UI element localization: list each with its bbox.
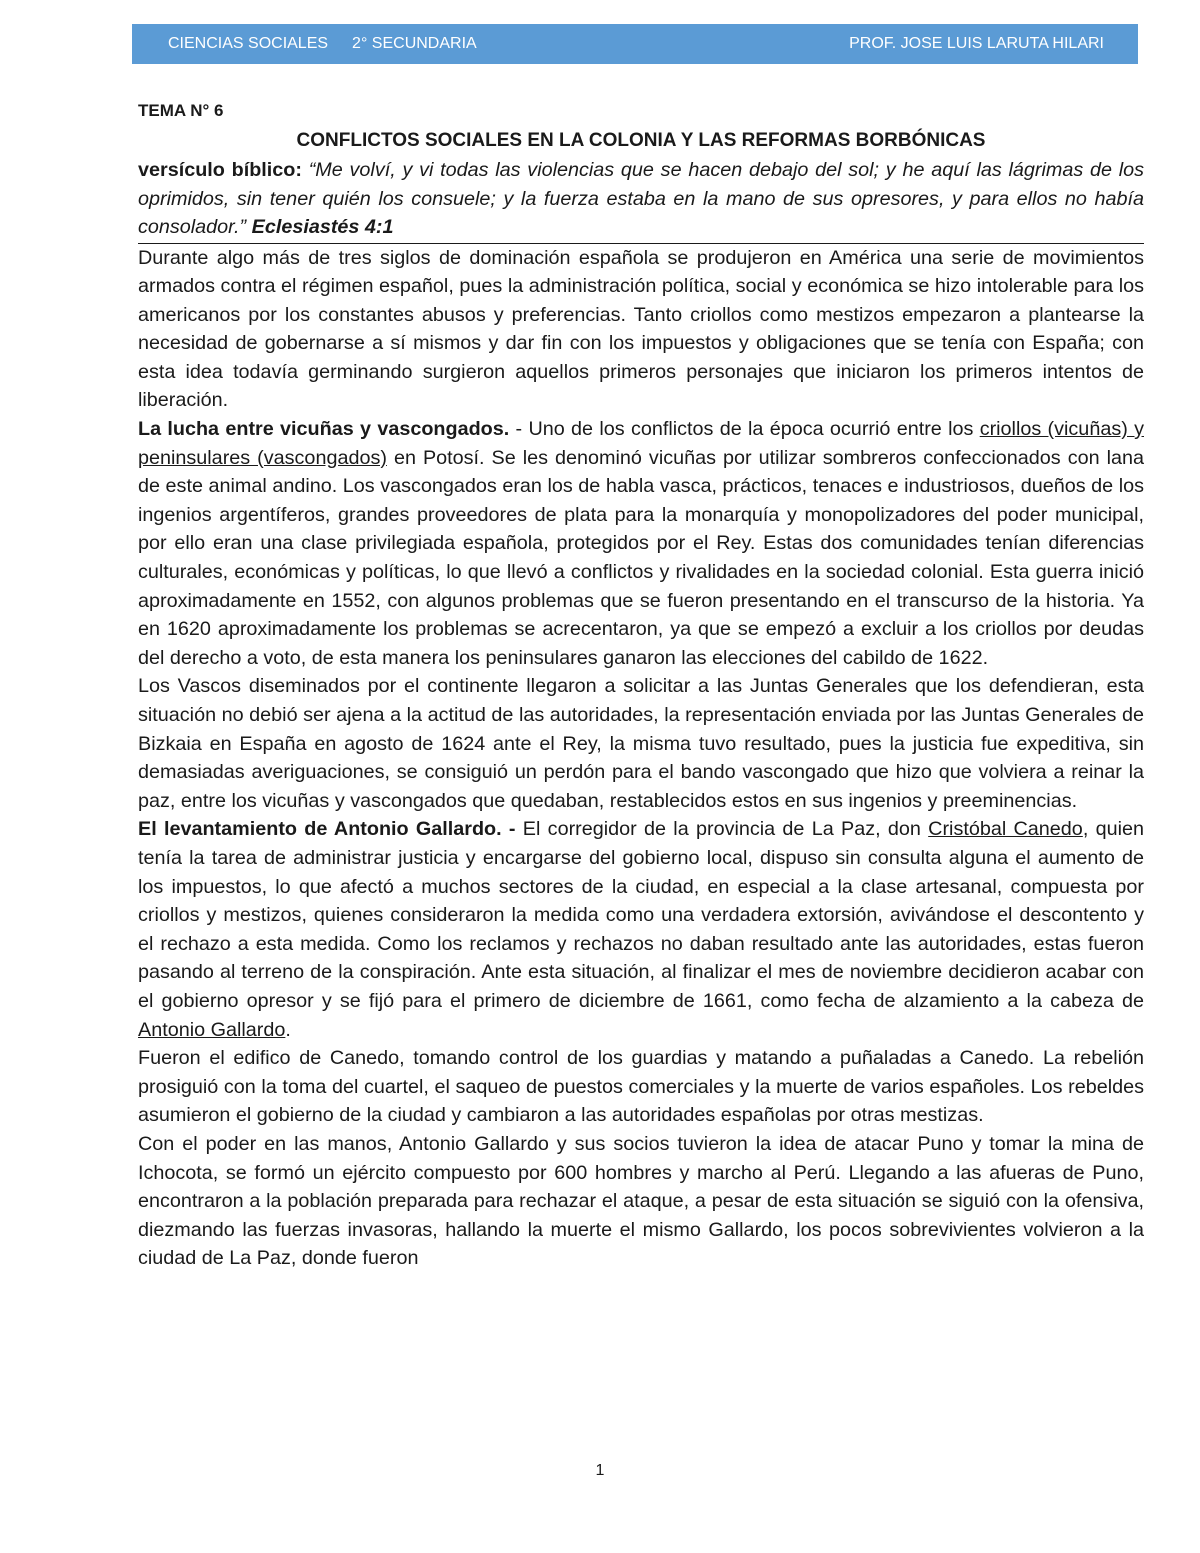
verse-text: “Me volví, y vi todas las violencias que se hacen debajo del sol; y he aquí las lágrimas de los oprimidos, sin tener quién los consuele; y la fuerza estaba en la mano de sus opresores, y para ellos no había consolador.” xyxy=(138,159,1145,238)
poder-paragraph: Con el poder en las manos, Antonio Gallardo y sus socios tuvieron la idea de atacar Puno y tomar la mina de Ichocota, se formó un ejército compuesto por 600 hombres y marcho al Perú. Llegando a las afueras de Puno, encontraron a la población preparada para rechazar el ataque, a pesar de esta situación se siguió con la ofensiva, diezmando las fuerzas invasoras, hallando la muerte el mismo Gallardo, los pocos sobrevivientes volvieron a la ciudad de La Paz, donde fueron xyxy=(138,1132,1144,1270)
gallardo-link: Antonio Gallardo xyxy=(138,1018,286,1041)
header-left xyxy=(168,24,477,64)
gallardo-text-3: . xyxy=(285,1018,291,1041)
verse-reference: Eclesiastés 4:1 xyxy=(251,216,394,238)
page-title: CONFLICTOS SOCIALES EN LA COLONIA Y LAS REFORMAS BORBÓNICAS xyxy=(296,130,986,151)
gallardo-text-1: El corregidor de la provincia de La Paz, don xyxy=(515,818,929,841)
vicunas-link: criollos (vicuñas) y peninsulares (vascongados) xyxy=(138,418,1144,469)
intro-paragraph: Durante algo más de tres siglos de dominación española se produjeron en América una serie de movimientos armados contra el régimen español, pues la administración política, social y económica se hizo intolerable para los americanos por los constantes abusos y preferencias. Tanto criollos como mestizos empezaron a plantearse la necesidad de gobernarse a sí mismos y dar fin con los impuestos y obligaciones que se tenía con España; con esta idea todavía germinando surgieron aquellos primeros personajes que iniciaron los primeros intentos de liberación. xyxy=(138,246,1144,412)
header-teacher: PROF. JOSE LUIS LARUTA HILARI xyxy=(849,35,1104,52)
bible-verse xyxy=(138,156,1144,244)
vicunas-text-2: en Potosí. Se les denominó vicuñas por utilizar sombreros confeccionados con lana de este animal andino. Los vascongados eran los de habla vasca, prácticos, tenaces e industriosos, dueños de los ingenios argentíferos, grandes proveedores de plata para la monarquía y monopolizadores del poder municipal, por ello eran una clase privilegiada española, protegidos por el Rey. Estas dos comunidades tenían diferencias culturales, económicas y políticas, lo que llevó a conflictos y rivalidades en la sociedad colonial. Esta guerra inició aproximadamente en 1552, con algunos problemas que se fueron presentando en el transcurso de la historia. Ya en 1620 aproximadamente los problemas se acrecentaron, ya que se empezó a excluir a los criollos por deudas del derecho a voto, de esta manera los peninsulares ganaron las elecciones del cabildo de 1622. xyxy=(138,446,1144,669)
gallardo-paragraph xyxy=(138,815,1144,1044)
gallardo-heading: El levantamiento de Antonio Gallardo. - xyxy=(138,818,516,841)
canedo-paragraph: Fueron el edifico de Canedo, tomando control de los guardias y matando a puñaladas a Canedo. La rebelión prosiguió con la toma del cuartel, el saqueo de puestos comerciales y la muerte de varios españoles. Los rebeldes asumieron el gobierno de la ciudad y cambiaron a las autoridades españolas por otras mestizas. xyxy=(138,1047,1144,1127)
verse-label: versículo bíblico: xyxy=(138,159,302,181)
gallardo-text-2: , quien tenía la tarea de administrar justicia y encargarse del gobierno local, dispuso sin consulta alguna el aumento de los impuestos, lo que afectó a muchos sectores de la ciudad, en especial a la clase artesanal, compuesta por criollos y mestizos, quienes consideraron la medida como una verdadera extorsión, avivándose el descontento y el rechazo a esta medida. Como los reclamos y rechazos no daban resultado ante las autoridades, estas fueron pasando al terreno de la conspiración. Ante esta situación, al finalizar el mes de noviembre decidieron acabar con el gobierno opresor y se fijó para el primero de diciembre de 1661, como fecha de alzamiento a la cabeza de xyxy=(138,818,1144,1012)
header-subject: CIENCIAS SOCIALES xyxy=(168,35,329,52)
page-number: 1 xyxy=(595,1462,605,1479)
page-header xyxy=(132,24,1138,64)
topic-number: TEMA N° 6 xyxy=(138,101,224,120)
vascos-paragraph: Los Vascos diseminados por el continente llegaron a solicitar a las Juntas Generales que los defendieran, esta situación no debió ser ajena a la actitud de las autoridades, la representación enviada por las Juntas Generales de Bizkaia en España en agosto de 1624 ante el Rey, la misma tuvo resultado, pues la justicia fue expeditiva, sin demasiadas averiguaciones, se consiguió un perdón para el bando vascongado que hizo que volviera a reinar la paz, entre los vicuñas y vascongados que quedaban, restablecidos estos en sus ingenios y preeminencias. xyxy=(138,675,1144,812)
vicunas-paragraph xyxy=(138,415,1144,672)
header-grade: 2° SECUNDARIA xyxy=(352,35,477,52)
canedo-link: Cristóbal Canedo xyxy=(928,818,1083,841)
document-body xyxy=(138,96,1144,1273)
vicunas-heading: La lucha entre vicuñas y vascongados. xyxy=(138,418,510,441)
vicunas-text-1: - Uno de los conflictos de la época ocurrió entre los xyxy=(509,418,980,441)
